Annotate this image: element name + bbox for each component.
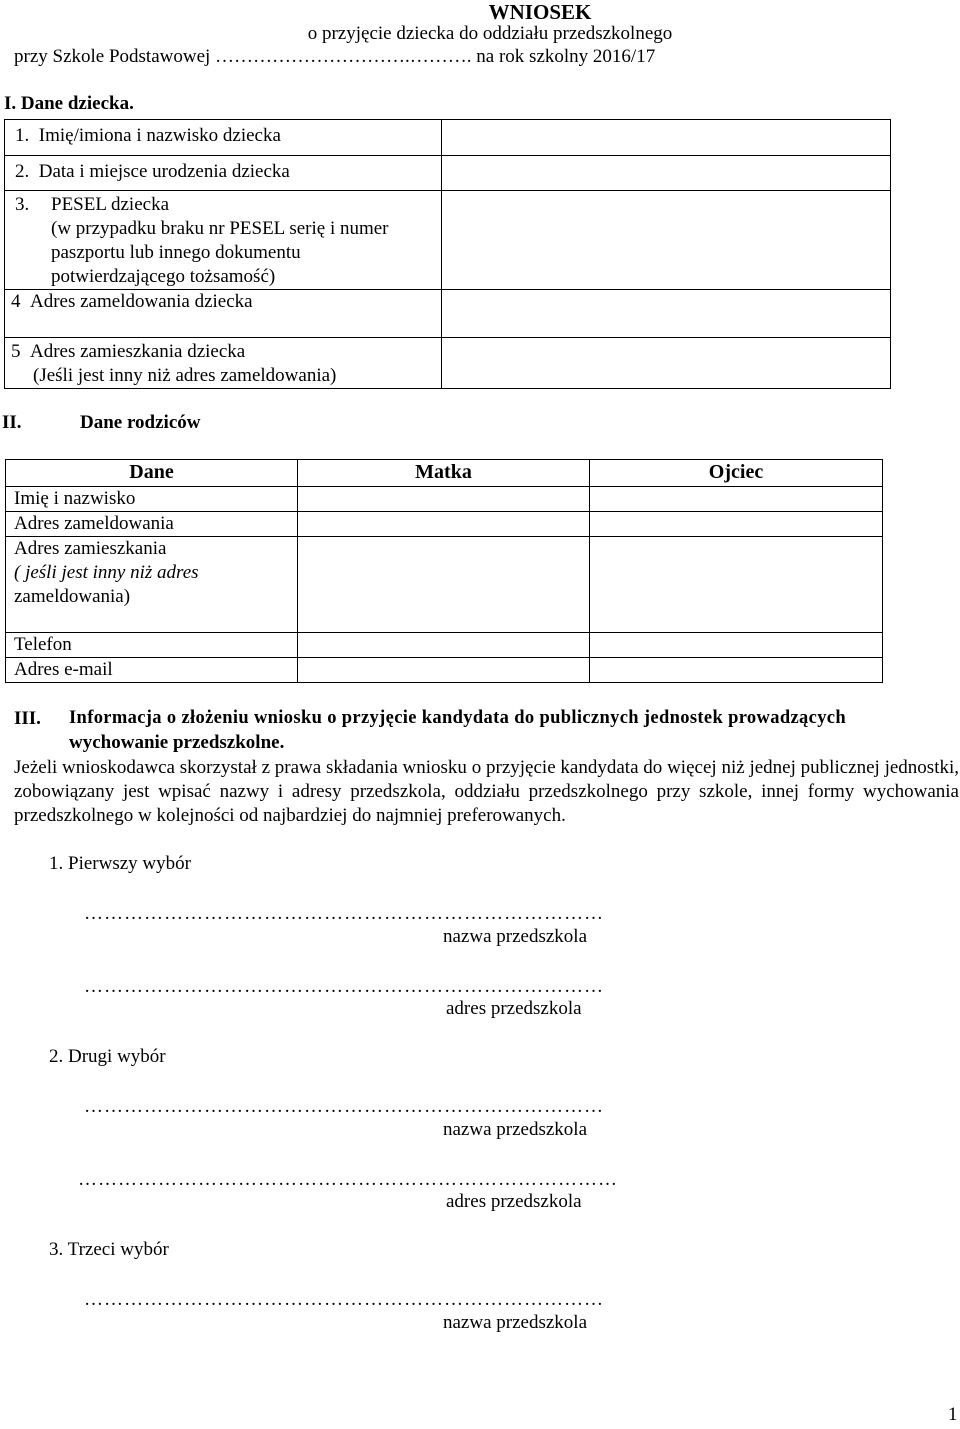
school-year-line: przy Szkole Podstawowej ………………………….………. na rok szkolny 2016/17 (14, 46, 656, 67)
choice-3-name-label: nazwa przedszkola (443, 1312, 588, 1333)
choice-2-label: 2. Drugi wybór (49, 1046, 166, 1067)
mother-name-field[interactable] (298, 487, 590, 512)
choice-3-label: 3. Trzeci wybór (49, 1239, 169, 1260)
child-residence-address-field[interactable] (442, 338, 891, 389)
mother-registered-address-field[interactable] (298, 512, 590, 537)
child-registered-address-label: 4 Adres zameldowania dziecka (5, 290, 442, 338)
child-pesel-label: 3. PESEL dziecka (w przypadku braku nr PESEL serię i numer paszportu lub innego dokumentu potwierdzającego tożsamość) (5, 191, 442, 290)
choice-1-address-line[interactable]: …………………………………………………………………… (84, 976, 604, 997)
choice-1-name-label: nazwa przedszkola (443, 926, 588, 947)
child-birth-label: 2. Data i miejsce urodzenia dziecka (5, 156, 442, 191)
choice-3-name-line[interactable]: …………………………………………………………………… (84, 1289, 604, 1310)
parent-residence-address-label: Adres zamieszkania ( jeśli jest inny niż adres zameldowania) (6, 537, 298, 633)
child-data-table (4, 119, 891, 389)
section-1-heading: I. Dane dziecka. (4, 93, 134, 114)
col-header-mother: Matka (298, 460, 590, 487)
choice-1-address-label: adres przedszkola (446, 998, 582, 1019)
mother-phone-field[interactable] (298, 633, 590, 658)
child-registered-address-field[interactable] (442, 290, 891, 338)
section-3-heading-line2: wychowanie przedszkolne. (69, 732, 285, 753)
section-3-heading-line1: Informacja o złożeniu wniosku o przyjęcie kandydata do publicznych jednostek prowadzących (69, 708, 847, 728)
parent-name-label: Imię i nazwisko (6, 487, 298, 512)
parents-data-table (5, 459, 883, 683)
choice-2-address-line[interactable]: ……………………………………………………………………… (78, 1169, 618, 1190)
parent-email-label: Adres e-mail (6, 658, 298, 683)
choice-2-name-label: nazwa przedszkola (443, 1119, 588, 1140)
father-name-field[interactable] (590, 487, 883, 512)
child-pesel-field[interactable] (442, 191, 891, 290)
parent-phone-label: Telefon (6, 633, 298, 658)
parent-registered-address-label: Adres zameldowania (6, 512, 298, 537)
child-name-field[interactable] (442, 120, 891, 156)
page-number: 1 (948, 1404, 958, 1425)
col-header-data: Dane (6, 460, 298, 487)
section-3-number: III. (14, 708, 41, 729)
choice-2-address-label: adres przedszkola (446, 1191, 582, 1212)
father-residence-address-field[interactable] (590, 537, 883, 633)
child-name-label: 1. Imię/imiona i nazwisko dziecka (5, 120, 442, 156)
choice-2-name-line[interactable]: …………………………………………………………………… (84, 1096, 604, 1117)
father-email-field[interactable] (590, 658, 883, 683)
mother-residence-address-field[interactable] (298, 537, 590, 633)
father-registered-address-field[interactable] (590, 512, 883, 537)
child-birth-field[interactable] (442, 156, 891, 191)
section-2-number: II. (2, 412, 22, 433)
document-subtitle: o przyjęcie dziecka do oddziału przedszkolnego (307, 23, 673, 44)
section-3-paragraph: Jeżeli wnioskodawca skorzystał z prawa składania wniosku o przyjęcie kandydata do więcej niż jednej publicznej jednostki, zobowiązany jest wpisać nazwy i adresy przedszkola, oddziału przedszkolnego przy szkole, innej formy wychowania przedszkolnego w kolejności od najbardziej do najmniej preferowanych. (14, 757, 959, 826)
col-header-father: Ojciec (590, 460, 883, 487)
document-title: WNIOSEK (488, 0, 592, 24)
residence-note: ( jeśli jest inny niż adres (14, 562, 199, 583)
mother-email-field[interactable] (298, 658, 590, 683)
choice-1-name-line[interactable]: …………………………………………………………………… (84, 903, 604, 924)
section-2-heading: Dane rodziców (80, 412, 201, 433)
choice-1-label: 1. Pierwszy wybór (49, 853, 191, 874)
child-residence-address-label: 5 Adres zamieszkania dziecka (Jeśli jest inny niż adres zameldowania) (5, 338, 442, 389)
father-phone-field[interactable] (590, 633, 883, 658)
